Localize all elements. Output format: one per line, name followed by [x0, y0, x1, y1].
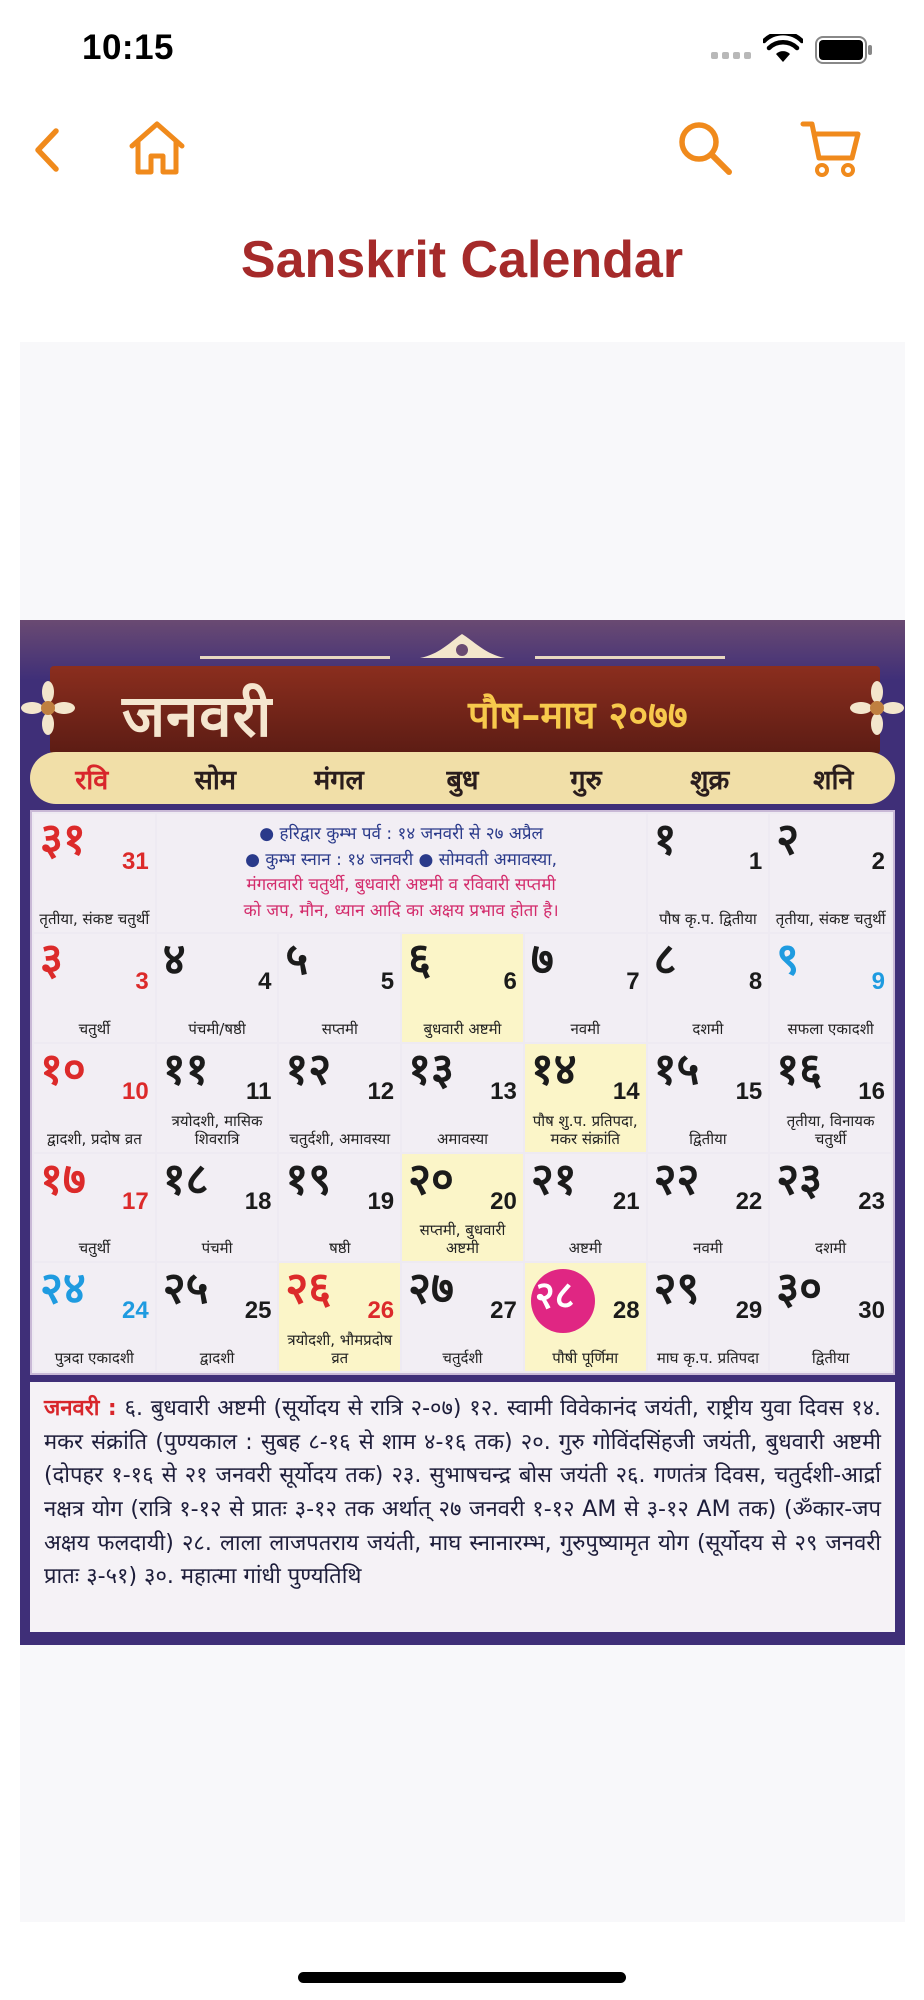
day-cell: २९ 29 माघ कृ.प. प्रतिपदा	[648, 1263, 769, 1371]
day-cell: २३ 23 दशमी	[770, 1154, 891, 1262]
day-cell: २७ 27 चतुर्दशी	[402, 1263, 523, 1371]
day-cell: २८ 28 पौषी पूर्णिमा	[525, 1263, 646, 1371]
notice-box: ● हरिद्वार कुम्भ पर्व : १४ जनवरी से २७ अप्रैल ● कुम्भ स्नान : १४ जनवरी ● सोमवती अमावस्या, मंगलवारी चतुर्थी, बुधवारी अष्टमी व रविवारी सप्तमी को जप, मौन, ध्यान आदि का अक्षय प्रभाव होता है।	[157, 814, 646, 932]
day-cell: १८ 18 पंचमी	[157, 1154, 278, 1262]
ornament-icon	[380, 632, 545, 662]
month-name: जनवरी	[122, 682, 273, 750]
cart-icon	[800, 118, 862, 180]
home-indicator[interactable]	[298, 1972, 626, 1983]
page-title: Sanskrit Calendar	[240, 231, 684, 289]
day-cell: ३ 3 चतुर्थी	[34, 934, 155, 1042]
day-cell: ३० 30 द्वितीया	[770, 1263, 891, 1371]
day-cell: १९ 19 षष्ठी	[279, 1154, 400, 1262]
day-cell: १० 10 द्वादशी, प्रदोष व्रत	[34, 1044, 155, 1152]
day-cell: २१ 21 अष्टमी	[525, 1154, 646, 1262]
home-button[interactable]	[122, 113, 192, 183]
day-cell: १६ 16 तृतीया, विनायक चतुर्थी	[770, 1044, 891, 1152]
calendar-image[interactable]	[20, 620, 905, 1645]
festival-notes	[30, 1382, 895, 1632]
footer-label: जनवरी :	[44, 1396, 117, 1421]
weekday-label: सोम	[194, 764, 237, 796]
flower-icon	[20, 680, 76, 736]
day-cell: ८ 8 दशमी	[648, 934, 769, 1042]
home-icon	[127, 118, 187, 178]
day-cell: ९ 9 सफला एकादशी	[770, 934, 891, 1042]
status-time: 10:15	[82, 28, 175, 67]
calendar-grid	[30, 810, 895, 1375]
weekday-label: रवि	[75, 764, 109, 796]
back-button[interactable]	[22, 117, 72, 183]
day-cell: २६ 26 त्रयोदशी, भौमप्रदोष व्रत	[279, 1263, 400, 1371]
weekday-label: बुध	[446, 764, 479, 796]
month-subtitle: पौष–माघ २०७७	[468, 693, 688, 737]
day-cell: ६ 6 बुधवारी अष्टमी	[402, 934, 523, 1042]
day-cell: १२ 12 चतुर्दशी, अमावस्या	[279, 1044, 400, 1152]
day-cell: २२ 22 नवमी	[648, 1154, 769, 1262]
cart-button[interactable]	[795, 113, 867, 185]
weekday-label: मंगल	[314, 764, 364, 796]
day-cell: १५ 15 द्वितीया	[648, 1044, 769, 1152]
weekday-label: शुक्र	[690, 764, 730, 796]
footer-text: ६. बुधवारी अष्टमी (सूर्योदय से रात्रि २-०७) १२. स्वामी विवेकानंद जयंती, राष्ट्रीय युवा दिवस १४. मकर संक्रांति (पुण्यकाल : सुबह ८-१६ से शाम ४-१६ तक) २०. गुरु गोविंदसिंहजी जयंती, बुधवारी अष्टमी (दोपहर १-१६ से २१ जनवरी सूर्योदय तक) २३. सुभाषचन्द्र बोस जयंती २६. गणतंत्र दिवस, चतुर्दशी-आर्द्रा नक्षत्र योग (रात्रि १-१२ से प्रातः ३-१२ तक अर्थात् २७ जनवरी १-१२ AM से ३-१२ AM तक) (ॐकार-जप अक्षय फलदायी) २८. लाला लाजपतराय जयंती, माघ स्नानारम्भ, गुरुपुष्यामृत योग (सूर्योदय से २९ जनवरी प्रातः ३-५१) ३०. महात्मा गांधी पुण्यतिथि	[44, 1396, 882, 1590]
weekday-label: गुरु	[570, 764, 602, 796]
day-cell: १३ 13 अमावस्या	[402, 1044, 523, 1152]
day-cell: २ 2 तृतीया, संकष्ट चतुर्थी	[770, 814, 891, 932]
status-bar	[0, 0, 924, 100]
day-cell: १ 1 पौष कृ.प. द्वितीया	[648, 814, 769, 932]
weekday-bar	[30, 752, 895, 804]
day-cell: ४ 4 पंचमी/षष्ठी	[157, 934, 278, 1042]
day-cell: २५ 25 द्वादशी	[157, 1263, 278, 1371]
wifi-icon	[763, 34, 803, 64]
cellular-signal-icon	[711, 52, 751, 59]
ornament-line	[535, 656, 725, 659]
nav-bar	[0, 105, 924, 195]
search-button[interactable]	[670, 113, 740, 183]
chevron-left-icon	[30, 125, 64, 175]
month-banner	[50, 666, 880, 754]
day-cell: १४ 14 पौष शु.प. प्रतिपदा, मकर संक्रांति	[525, 1044, 646, 1152]
ornament-line	[200, 656, 390, 659]
day-cell: ७ 7 नवमी	[525, 934, 646, 1042]
day-cell: ११ 11 त्रयोदशी, मासिक शिवरात्रि	[157, 1044, 278, 1152]
flower-icon	[849, 680, 905, 736]
battery-icon	[815, 36, 873, 64]
day-cell: २० 20 सप्तमी, बुधवारी अष्टमी	[402, 1154, 523, 1262]
day-cell: ५ 5 सप्तमी	[279, 934, 400, 1042]
search-icon	[675, 118, 735, 178]
day-cell: १७ 17 चतुर्थी	[34, 1154, 155, 1262]
day-cell: २४ 24 पुत्रदा एकादशी	[34, 1263, 155, 1371]
weekday-label: शनि	[813, 764, 854, 796]
day-cell: ३१ 31 तृतीया, संकष्ट चतुर्थी	[34, 814, 155, 932]
